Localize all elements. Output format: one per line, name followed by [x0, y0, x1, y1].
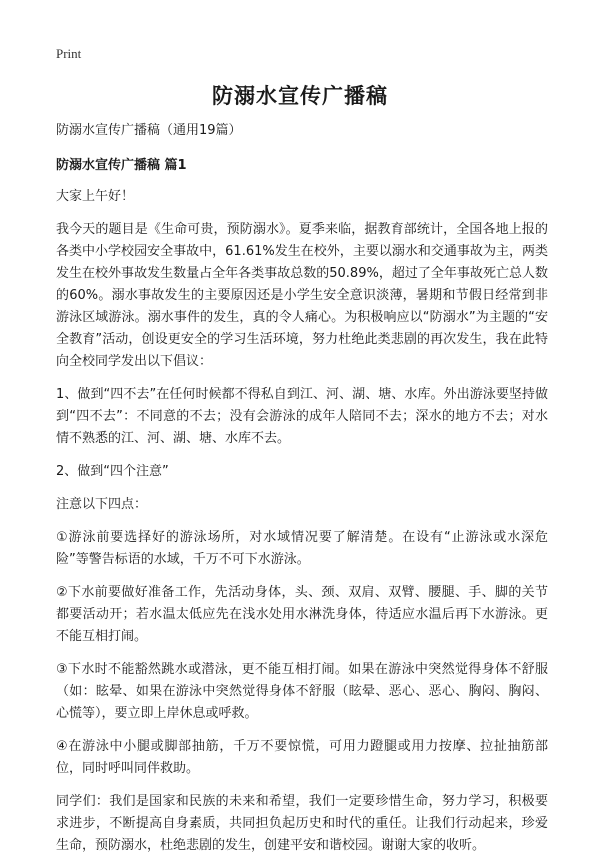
closing-paragraph: 同学们：我们是国家和民族的未来和希望，我们一定要珍惜生命，努力学习，积极要求进步，不断提高自身素质，共同担负起历史和时代的重任。让我们行动起来，珍爱生命，预防溺水，杜绝悲剧的发生，创建平安和谐校园。谢谢大家的收听。 [56, 794, 548, 853]
section-heading: 防溺水宣传广播稿 篇1 [56, 158, 187, 173]
intro-paragraph: 我今天的题目是《生命可贵，预防溺水》。夏季来临，据教育部统计，全国各地上报的各类中小学校园安全事故中，61.61%发生在校外，主要以溺水和交通事故为主，两类发生在校外事故发生数量占全年各类事故总数的50.89%，超过了全年事故死亡总人数的60%。溺水事故发生的主要原因还是小学生安全意识淡薄，暑期和节假日经常到非游泳区域游泳。溺水事件的发生，真的令人痛心。为积极响应以“防溺水”为主题的“安全教育”活动，创设更安全的学习生活环境，努力杜绝此类悲剧的再次发生，我在此特向全校同学发出以下倡议： [56, 222, 548, 369]
caution-4-paragraph: ④在游泳中小腿或脚部抽筋，千万不要惊慌，可用力蹬腿或用力按摩、拉扯抽筋部位，同时呼叫同伴救助。 [56, 739, 548, 776]
caution-3-paragraph: ③下水时不能豁然跳水或潜泳，更不能互相打闹。如果在游泳中突然觉得身体不舒服（如：眩晕、如果在游泳中突然觉得身体不舒服（眩晕、恶心、恶心、胸闷、胸闷、心慌等），要立即上岸休息或呼救。 [56, 662, 548, 721]
document-body [56, 120, 548, 868]
rule-four-cautions-heading: 2、做到“四个注意” [56, 464, 169, 479]
rule-four-donts-paragraph: 1、做到“四不去”在任何时候都不得私自到江、河、湖、塘、水库。外出游泳要坚持做到“四不去”：不同意的不去；没有会游泳的成年人陪同不去；深水的地方不去；对水情不熟悉的江、河、湖、塘、水库不去。 [56, 387, 548, 446]
print-link[interactable]: Print [56, 46, 82, 61]
cautions-intro-paragraph: 注意以下四点： [56, 497, 148, 512]
greeting-paragraph: 大家上午好！ [56, 189, 135, 204]
caution-1-paragraph: ①游泳前要选择好的游泳场所，对水域情况要了解清楚。在设有“止游泳或水深危险”等警告标语的水域，千万不可下水游泳。 [56, 530, 548, 567]
page-title: 防溺水宣传广播稿 [212, 84, 388, 108]
document-subtitle: 防溺水宣传广播稿（通用19篇） [56, 123, 242, 138]
caution-2-paragraph: ②下水前要做好准备工作，先活动身体，头、颈、双肩、双臂、腰腿、手、脚的关节都要活动开；若水温太低应先在浅水处用水淋洗身体，待适应水温后再下水游泳。更不能互相打闹。 [56, 585, 548, 644]
